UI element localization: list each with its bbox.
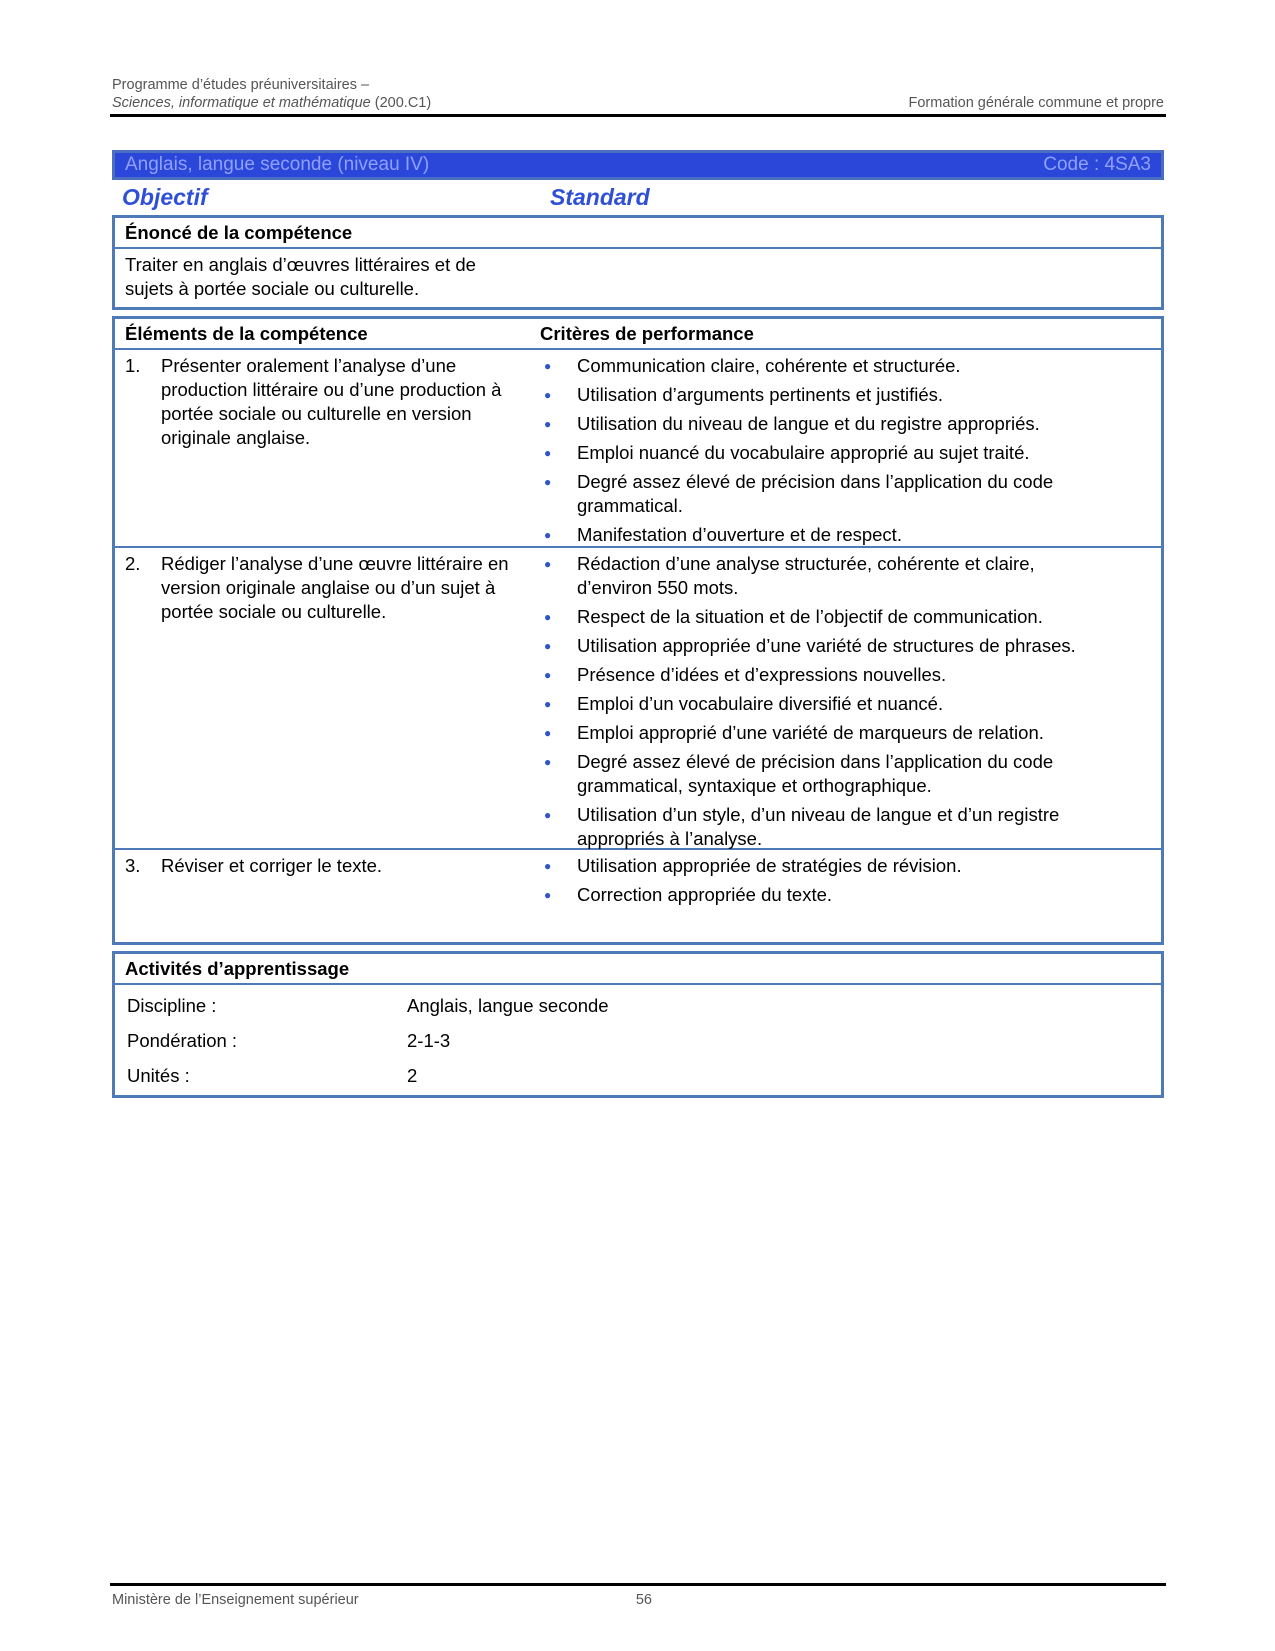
bullet-icon: ● bbox=[544, 888, 552, 902]
criteria-list bbox=[540, 854, 1151, 916]
criterion-item: ● Rédaction d’une analyse structurée, cohérente et claire, d’environ 550 mots. bbox=[540, 552, 1151, 600]
bullet-icon: ● bbox=[544, 755, 552, 769]
element-number: 3. bbox=[125, 855, 141, 876]
page-header bbox=[112, 76, 1164, 112]
criterion-item: ● Utilisation appropriée d’une variété de structures de phrases. bbox=[540, 634, 1151, 658]
activity-label: Pondération : bbox=[127, 1030, 238, 1051]
header-program-code: (200.C1) bbox=[370, 95, 432, 111]
objectif-label: Objectif bbox=[122, 184, 208, 210]
page-number: 56 bbox=[635, 1592, 652, 1608]
criterion-item: ● Utilisation d’un style, d’un niveau de langue et d’un registre appropriés à l’analyse. bbox=[540, 803, 1151, 851]
enonce-heading-text: Énoncé de la compétence bbox=[125, 222, 353, 243]
bullet-icon: ● bbox=[544, 610, 552, 624]
criterion-item: ● Présence d’idées et d’expressions nouvelles. bbox=[540, 663, 1151, 687]
bullet-icon: ● bbox=[544, 668, 552, 682]
criteria-list bbox=[540, 552, 1151, 849]
criterion-item: ● Emploi d’un vocabulaire diversifié et nuancé. bbox=[540, 692, 1151, 716]
header-formation: Formation générale commune et propre bbox=[908, 95, 1164, 111]
activites-heading-text: Activités d’apprentissage bbox=[125, 958, 350, 979]
page-footer bbox=[112, 1592, 652, 1608]
enonce-heading bbox=[115, 218, 1161, 249]
activity-row-discipline bbox=[115, 989, 1161, 1024]
elements-box bbox=[112, 316, 1164, 945]
criterion-item: ● Emploi approprié d’une variété de marqueurs de relation. bbox=[540, 721, 1151, 745]
course-title: Anglais, langue seconde (niveau IV) bbox=[125, 154, 430, 175]
bullet-icon: ● bbox=[544, 528, 552, 542]
element-text: Rédiger l’analyse d’une œuvre littéraire en version originale anglaise ou d’un sujet à portée sociale ou culturelle. bbox=[161, 553, 509, 622]
bullet-icon: ● bbox=[544, 639, 552, 653]
activity-row-ponderation bbox=[115, 1024, 1161, 1059]
objectif-standard-labels bbox=[122, 184, 1162, 214]
header-program-italic: Sciences, informatique et mathématique bbox=[112, 95, 371, 111]
activity-label: Discipline : bbox=[127, 995, 217, 1016]
criterion-item: ● Manifestation d’ouverture et de respect. bbox=[540, 523, 1151, 547]
bullet-icon: ● bbox=[544, 697, 552, 711]
element-row bbox=[115, 548, 1161, 850]
activites-box bbox=[112, 951, 1164, 1098]
footer-rule bbox=[110, 1583, 1166, 1586]
criterion-item: ● Emploi nuancé du vocabulaire approprié au sujet traité. bbox=[540, 441, 1151, 465]
element-text: Réviser et corriger le texte. bbox=[161, 855, 383, 876]
course-code: Code : 4SA3 bbox=[1043, 154, 1151, 175]
activites-heading bbox=[115, 954, 1161, 985]
criterion-item: ● Respect de la situation et de l’objectif de communication. bbox=[540, 605, 1151, 629]
enonce-text-line1: Traiter en anglais d’œuvres littéraires et de bbox=[125, 254, 476, 275]
bullet-icon: ● bbox=[544, 359, 552, 373]
header-rule bbox=[110, 114, 1166, 117]
criterion-item: ● Utilisation d’arguments pertinents et justifiés. bbox=[540, 383, 1151, 407]
elements-heading bbox=[115, 319, 1161, 350]
header-program-name bbox=[112, 94, 431, 112]
activity-value: Anglais, langue seconde bbox=[407, 995, 609, 1016]
header-program-line1: Programme d’études préuniversitaires – bbox=[112, 77, 370, 93]
enonce-text-line2: sujets à portée sociale ou culturelle. bbox=[125, 278, 420, 299]
element-text: Présenter oralement l’analyse d’une production littéraire ou d’une production à portée sociale ou culturelle en version originale anglaise. bbox=[161, 355, 502, 448]
enonce-body bbox=[115, 249, 1161, 305]
element-number: 1. bbox=[125, 355, 141, 376]
element-number: 2. bbox=[125, 553, 141, 574]
bullet-icon: ● bbox=[544, 859, 552, 873]
elements-heading-left: Éléments de la compétence bbox=[125, 323, 368, 344]
bullet-icon: ● bbox=[544, 808, 552, 822]
criterion-item: ● Utilisation du niveau de langue et du registre appropriés. bbox=[540, 412, 1151, 436]
criteria-list bbox=[540, 354, 1151, 545]
standard-label: Standard bbox=[550, 184, 650, 210]
bullet-icon: ● bbox=[544, 726, 552, 740]
activity-value: 2 bbox=[407, 1065, 418, 1086]
activity-row-unites bbox=[115, 1059, 1161, 1094]
bullet-icon: ● bbox=[544, 475, 552, 489]
element-row bbox=[115, 350, 1161, 548]
bullet-icon: ● bbox=[544, 417, 552, 431]
bullet-icon: ● bbox=[544, 388, 552, 402]
criterion-item: ● Degré assez élevé de précision dans l’application du code grammatical. bbox=[540, 470, 1151, 518]
elements-heading-right: Critères de performance bbox=[540, 323, 754, 344]
enonce-box bbox=[112, 215, 1164, 310]
course-title-bar bbox=[112, 150, 1164, 180]
bullet-icon: ● bbox=[544, 446, 552, 460]
activity-label: Unités : bbox=[127, 1065, 190, 1086]
criterion-item: ● Correction appropriée du texte. bbox=[540, 883, 1151, 907]
criterion-item: ● Degré assez élevé de précision dans l’application du code grammatical, syntaxique et orthographique. bbox=[540, 750, 1151, 798]
criterion-item: ● Communication claire, cohérente et structurée. bbox=[540, 354, 1151, 378]
criterion-item: ● Utilisation appropriée de stratégies de révision. bbox=[540, 854, 1151, 878]
activity-value: 2-1-3 bbox=[407, 1030, 451, 1051]
bullet-icon: ● bbox=[544, 557, 552, 571]
element-row bbox=[115, 850, 1161, 922]
footer-ministry: Ministère de l’Enseignement supérieur bbox=[112, 1592, 359, 1608]
